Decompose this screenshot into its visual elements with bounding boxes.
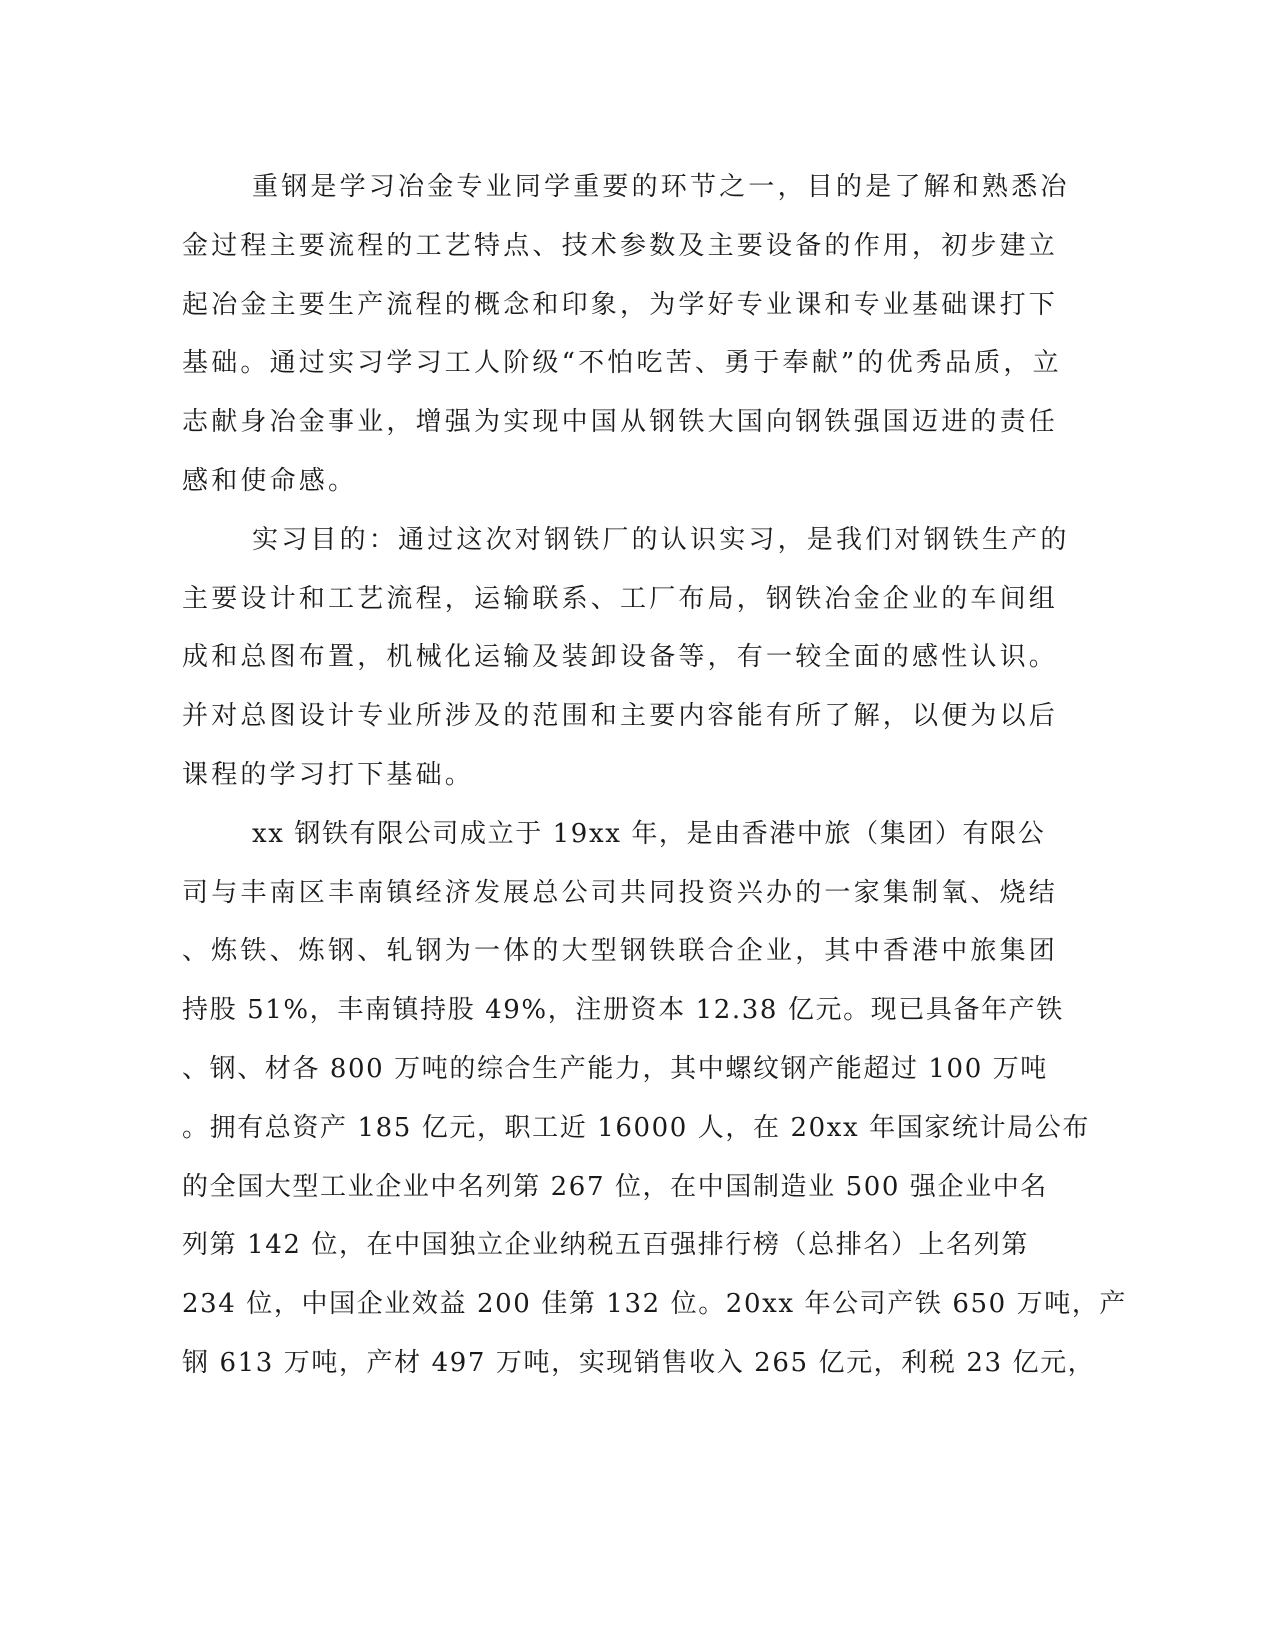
paragraph-2-line-5: 课程的学习打下基础。 xyxy=(182,759,475,790)
paragraph-1-line-2: 金过程主要流程的工艺特点、技术参数及主要设备的作用，初步建立 xyxy=(182,230,1059,261)
paragraph-1-line-4: 基础。通过实习学习工人阶级“不怕吃苦、勇于奉献”的优秀品质，立 xyxy=(182,348,1062,379)
paragraph-3-line-10: 钢 613 万吨，产材 497 万吨，实现销售收入 265 亿元，利税 23 亿元， xyxy=(182,1347,1096,1378)
paragraph-3-line-6: 。拥有总资产 185 亿元，职工近 16000 人，在 20xx 年国家统计局公布 xyxy=(182,1112,1090,1143)
paragraph-3-line-7: 的全国大型工业企业中名列第 267 位，在中国制造业 500 强企业中名 xyxy=(182,1171,1048,1202)
paragraph-3-line-9: 234 位，中国企业效益 200 佳第 132 位。20xx 年公司产铁 650 万吨，产 xyxy=(182,1289,1128,1320)
paragraph-2-line-4: 并对总图设计专业所涉及的范围和主要内容能有所了解，以便为以后 xyxy=(182,701,1059,732)
paragraph-3-line-2: 司与丰南区丰南镇经济发展总公司共同投资兴办的一家集制氧、烧结 xyxy=(182,877,1059,908)
paragraph-3-line-8: 列第 142 位，在中国独立企业纳税五百强排行榜（总排名）上名列第 xyxy=(182,1230,1029,1261)
paragraph-2-line-3: 成和总图布置，机械化运输及装卸设备等，有一较全面的感性认识。 xyxy=(182,642,1059,673)
paragraph-3-line-4: 持股 51%，丰南镇持股 49%，注册资本 12.38 亿元。现已具备年产铁 xyxy=(182,995,1064,1026)
paragraph-3-line-5: 、钢、材各 800 万吨的综合生产能力，其中螺纹钢产能超过 100 万吨 xyxy=(182,1053,1048,1084)
paragraph-1-line-1: 重钢是学习冶金专业同学重要的环节之一，目的是了解和熟悉冶 xyxy=(252,172,1070,202)
paragraph-3-line-3: 、炼铁、炼钢、轧钢为一体的大型钢铁联合企业，其中香港中旅集团 xyxy=(182,936,1059,967)
paragraph-2-line-2: 主要设计和工艺流程，运输联系、工厂布局，钢铁冶金企业的车间组 xyxy=(182,583,1059,614)
paragraph-1-line-3: 起冶金主要生产流程的概念和印象，为学好专业课和专业基础课打下 xyxy=(182,289,1059,320)
paragraph-1-line-5: 志献身冶金事业，增强为实现中国从钢铁大国向钢铁强国迈进的责任 xyxy=(182,407,1059,438)
body-text xyxy=(182,158,1128,1393)
paragraph-1-line-6: 感和使命感。 xyxy=(182,465,358,496)
paragraph-2-line-1: 实习目的：通过这次对钢铁厂的认识实习，是我们对钢铁生产的 xyxy=(252,524,1070,555)
paragraph-3-line-1: xx 钢铁有限公司成立于 19xx 年，是由香港中旅（集团）有限公 xyxy=(252,818,1046,849)
